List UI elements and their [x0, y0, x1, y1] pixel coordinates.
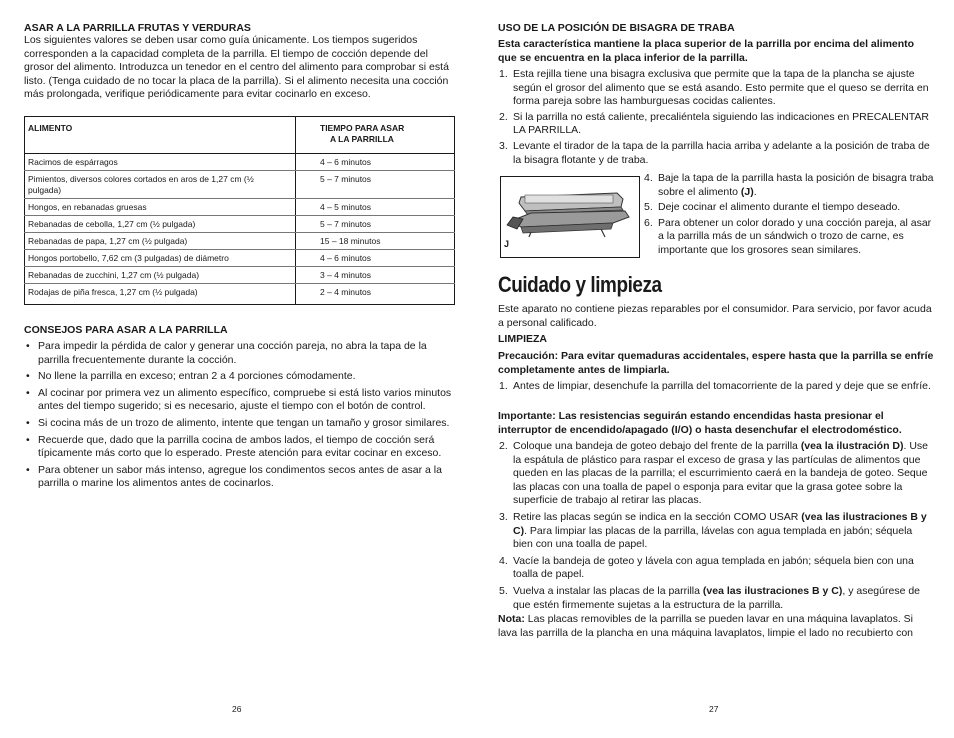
step-number: 3. — [499, 510, 508, 523]
table-row — [25, 154, 455, 171]
step-number: 5. — [499, 584, 508, 597]
food-cell: Rebanadas de zucchini, 1,27 cm (½ pulgada) — [25, 267, 296, 284]
step-text: Baje la tapa de la parrilla hasta la posición de bisagra traba sobre el alimento — [658, 172, 934, 198]
time-cell: 4 – 6 minutos — [296, 250, 455, 267]
list-item — [24, 464, 454, 491]
table-header-row — [25, 117, 455, 154]
grill-lock-hinge-icon — [501, 177, 639, 257]
list-item — [498, 440, 934, 508]
tip-text: Si cocina más de un trozo de alimento, intente que tengan un tamaño y grosor similares. — [38, 416, 450, 429]
grilling-times-table — [24, 116, 455, 305]
fruits-vegetables-heading: ASAR A LA PARRILLA FRUTAS Y VERDURAS — [24, 22, 251, 34]
time-header-line1: TIEMPO PARA ASAR — [320, 123, 405, 133]
time-cell: 3 – 4 minutos — [296, 267, 455, 284]
tip-text: No llene la parrilla en exceso; entran 2 a 4 porciones cómodamente. — [38, 370, 356, 383]
figure-reference: (J) — [740, 185, 754, 198]
step-number: 1. — [499, 380, 508, 392]
list-item — [643, 217, 934, 258]
bullet-icon: • — [26, 386, 30, 399]
food-cell: Hongos portobello, 7,62 cm (3 pulgadas) de diámetro — [25, 250, 296, 267]
list-item — [643, 201, 934, 215]
fruits-vegetables-intro: Los siguientes valores se deben usar como guía únicamente. Los tiempos sugeridos corresponden a la capacidad completa de la parrilla. El tiempo de cocción depende del grosor del alimento. Introduzca un tenedor en el centro del alimento para comprobar si está listo. (Tenga cuidado de no tocar la placa de la parrilla). Si el alimento necesita una cocción más prolongada, verifique periódicamente para evitar cocinarlo en exceso. — [24, 34, 449, 101]
table-row — [25, 216, 455, 233]
table-row — [25, 171, 455, 199]
note-paragraph — [498, 613, 934, 640]
tip-text: Para impedir la pérdida de calor y generar una cocción pareja, no abra la tapa de la parrilla frecuentemente durante la cocción. — [38, 340, 427, 366]
food-cell: Racimos de espárragos — [25, 154, 296, 171]
tip-text: Para obtener un sabor más intenso, agregue los condimentos secos antes de asar a la parrilla o marine los alimentos antes de cocinarlos. — [38, 463, 442, 490]
step-text: Coloque una bandeja de goteo debajo del frente de la parrilla — [513, 440, 801, 452]
list-item — [498, 511, 934, 552]
step-text-end: . — [753, 185, 757, 198]
list-item — [498, 111, 934, 138]
time-cell: 5 – 7 minutos — [296, 171, 455, 199]
time-cell: 5 – 7 minutos — [296, 216, 455, 233]
list-item — [24, 434, 454, 461]
grilling-tips-heading: CONSEJOS PARA ASAR A LA PARRILLA — [24, 324, 228, 336]
step-text-cont: . Para limpiar las placas de la parrilla, lávelas con agua templada en jabón; séquela bien con una toalla de papel. — [513, 524, 913, 551]
step-text-cont: . Use la espátula de plástico para raspar el exceso de grasa y las partículas de alimentos que queden en las placas de la parrilla; el escurrimiento caerá en la bandeja de goteo. Seque las placas con una toalla de papel o esponja para evitar que la grasa gotee sobre la superficie de trabajo al retirar las placas. — [513, 440, 929, 507]
list-item — [643, 172, 934, 199]
food-cell: Rebanadas de cebolla, 1,27 cm (½ pulgada) — [25, 216, 296, 233]
step-number: 2. — [499, 440, 508, 452]
step-text: Antes de limpiar, desenchufe la parrilla del tomacorriente de la pared y deje que se enfríe. — [513, 380, 931, 392]
step-text: Si la parrilla no está caliente, precaliéntela siguiendo las indicaciones en PRECALENTAR LA PARRILLA. — [513, 110, 929, 137]
list-item — [498, 555, 934, 582]
step-text: Vacíe la bandeja de goteo y lávela con agua templada en jabón; séquela bien con una toalla de papel. — [513, 554, 914, 581]
step-text: Deje cocinar el alimento durante el tiempo deseado. — [658, 201, 901, 214]
time-cell: 15 – 18 minutos — [296, 233, 455, 250]
food-cell: Pimientos, diversos colores cortados en aros de 1,27 cm (½ pulgada) — [25, 171, 296, 199]
step-text: Retire las placas según se indica en la sección COMO USAR — [513, 510, 802, 523]
table-row — [25, 250, 455, 267]
note-label: Nota: — [498, 613, 525, 625]
grilling-tips-list — [24, 340, 454, 494]
tip-text: Recuerde que, dado que la parrilla cocina de ambos lados, el tiempo de cocción será típicamente más corto que lo esperado. Preste atención para evitar cocinar en exceso. — [38, 433, 442, 460]
time-column-header — [296, 117, 455, 154]
list-item — [498, 140, 934, 167]
bullet-icon: • — [26, 433, 30, 446]
food-cell: Hongos, en rebanadas gruesas — [25, 199, 296, 216]
food-column-header: ALIMENTO — [25, 117, 296, 154]
bullet-icon: • — [26, 340, 30, 352]
food-cell: Rodajas de piña fresca, 1,27 cm (½ pulgada) — [25, 284, 296, 305]
cleaning-heading: LIMPIEZA — [498, 333, 547, 345]
step-number: 4. — [499, 554, 508, 567]
list-item — [498, 585, 934, 612]
list-item — [498, 68, 934, 109]
cleaning-steps — [498, 440, 934, 612]
bullet-icon: • — [26, 463, 30, 476]
caution-text: Precaución: Para evitar quemaduras accidentales, espere hasta que la parrilla se enfríe completamente antes de limpiarla. — [498, 350, 934, 376]
cleaning-step-1 — [498, 380, 934, 394]
page-number-left: 26 — [232, 704, 242, 714]
lock-hinge-steps — [498, 68, 934, 167]
table-row — [25, 267, 455, 284]
list-item — [24, 417, 454, 431]
note-text: Las placas removibles de la parrilla se pueden lavar en una máquina lavaplatos. Si lava las parrilla de la plancha en una máquina lavaplatos, limpie el lado no recubierto con — [498, 613, 914, 639]
bullet-icon: • — [26, 370, 30, 383]
list-item — [24, 370, 454, 384]
food-cell: Rebanadas de papa, 1,27 cm (½ pulgada) — [25, 233, 296, 250]
illustration-reference: (vea las ilustraciones B y C) — [702, 584, 843, 597]
lock-hinge-steps-cont — [643, 172, 934, 258]
tip-text: Al cocinar por primera vez un alimento específico, compruebe si está listo varios minutos antes del tiempo sugerido; si es necesario, ajuste el tiempo con el botón de control. — [38, 386, 452, 413]
step-text: Para obtener un color dorado y una cocción pareja, al asar a la parrilla más de un sándwich o trozo de carne, es importante que los grosores sean similares. — [658, 216, 932, 256]
step-number: 3. — [499, 139, 508, 152]
illustration-reference: (vea la ilustración D) — [800, 440, 904, 452]
step-text-cont: , y asegúrese de que estén firmemente sujetas a la estructura de la parrilla. — [513, 584, 921, 611]
step-number: 5. — [644, 201, 653, 214]
table-row — [25, 284, 455, 305]
step-text: Vuelva a instalar las placas de la parrilla — [513, 584, 703, 597]
list-item — [24, 387, 454, 414]
step-number: 2. — [499, 110, 508, 123]
lock-hinge-heading: USO DE LA POSICIÓN DE BISAGRA DE TRABA — [498, 22, 735, 34]
time-header-line2: A LA PARRILLA — [330, 134, 394, 144]
figure-label: J — [504, 239, 510, 249]
time-cell: 2 – 4 minutos — [320, 287, 372, 297]
lock-hinge-intro: Esta característica mantiene la placa superior de la parrilla por encima del alimento que se encuentra en la placa inferior de la parrilla. — [498, 38, 915, 64]
list-item — [498, 380, 934, 394]
step-text: Esta rejilla tiene una bisagra exclusiva que permite que la tapa de la plancha se ajuste según el grosor del alimento que se está asando. Esto permite que el queso se derrita en forma pareja sobre las hamburguesas cocidas calientes. — [513, 68, 929, 108]
care-cleaning-title: Cuidado y limpieza — [498, 272, 662, 297]
illustration-reference: (vea las ilustraciones B y C) — [513, 510, 927, 537]
time-cell: 4 – 5 minutos — [296, 199, 455, 216]
step-number: 6. — [644, 216, 653, 229]
table-row — [25, 199, 455, 216]
step-text: Levante el tirador de la tapa de la parrilla hacia arriba y adelante a la posición de traba de la bisagra flotante y de traba. — [513, 139, 930, 166]
page-number-right: 27 — [709, 704, 719, 714]
important-text: Importante: Las resistencias seguirán estando encendidas hasta presionar el interruptor de encendido/apagado (I/O) o hasta desenchufar el electrodoméstico. — [498, 410, 902, 436]
illustration-j — [500, 176, 640, 258]
table-row — [25, 233, 455, 250]
time-cell: 4 – 6 minutos — [296, 154, 455, 171]
step-number: 4. — [644, 172, 653, 184]
list-item — [24, 340, 454, 367]
service-text: Este aparato no contiene piezas reparables por el consumidor. Para servicio, por favor acuda a personal calificado. — [498, 303, 932, 329]
step-number: 1. — [499, 68, 508, 80]
bullet-icon: • — [26, 416, 30, 429]
